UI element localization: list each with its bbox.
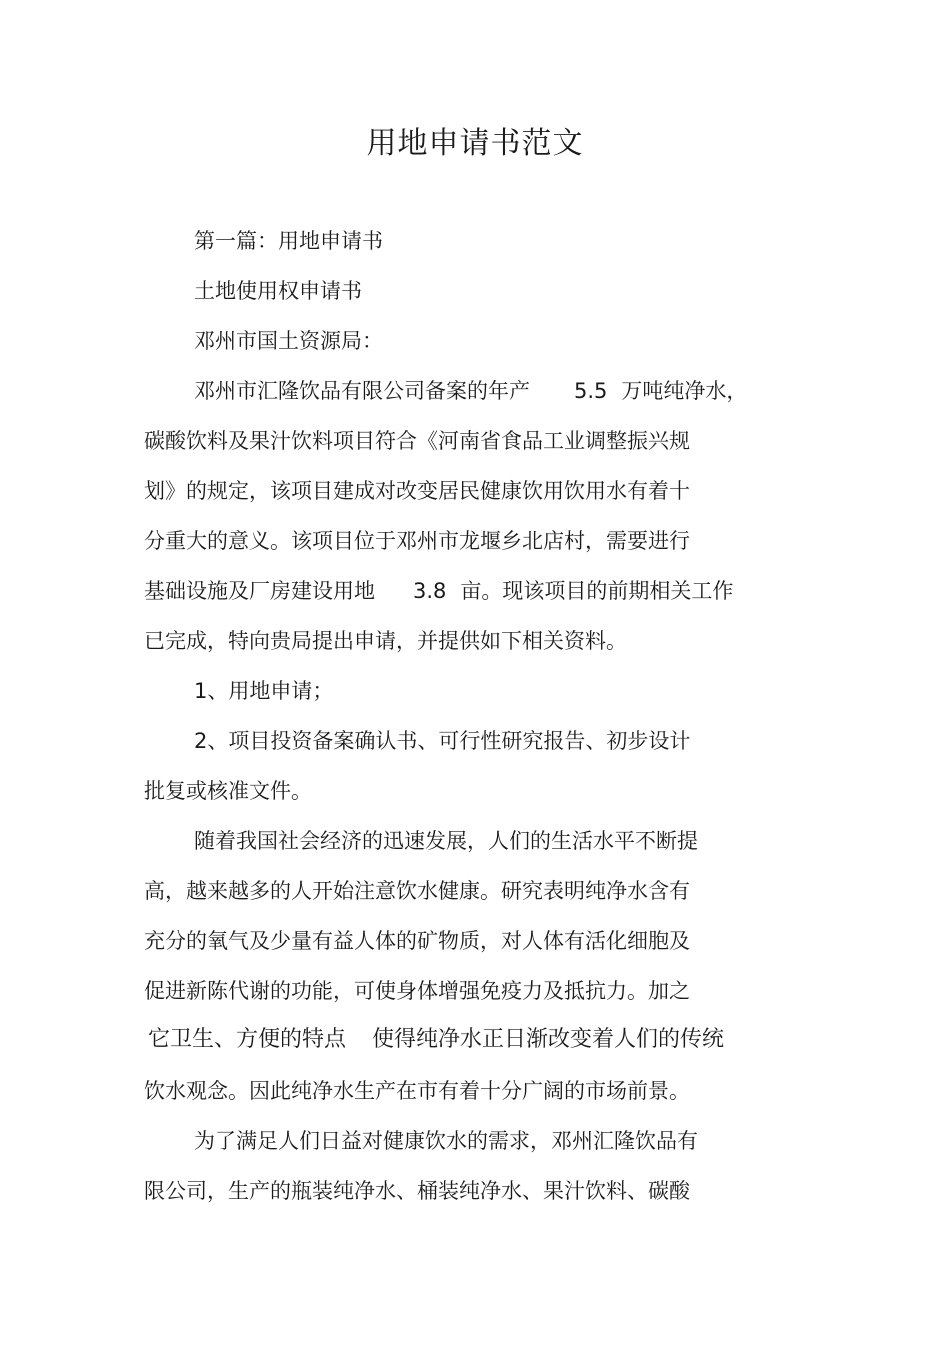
line-text: 基础设施及厂房建设用地	[144, 579, 375, 603]
paragraph-line: 饮水观念。因此纯净水生产在市有着十分广阔的市场前景。	[144, 1079, 690, 1103]
paragraph-line: 促进新陈代谢的功能，可使身体增强免疫力及抵抗力。加之	[144, 979, 690, 1003]
paragraph-line: 随着我国社会经济的迅速发展，人们的生活水平不断提	[194, 829, 698, 853]
area-number: 3.8	[413, 579, 447, 603]
paragraph-line: 限公司，生产的瓶装纯净水、桶装纯净水、果汁饮料、碳酸	[144, 1179, 690, 1203]
paragraph-line: 邓州市国土资源局：	[194, 329, 383, 353]
paragraph-line: 分重大的意义。该项目位于邓州市龙堰乡北店村，需要进行	[144, 529, 690, 553]
quantity-number: 5.5	[574, 379, 608, 403]
paragraph-line: 充分的氧气及少量有益人体的矿物质，对人体有活化细胞及	[144, 929, 690, 953]
paragraph-line: 第一篇：用地申请书	[194, 229, 383, 253]
paragraph-line: 高，越来越多的人开始注意饮水健康。研究表明纯净水含有	[144, 879, 690, 903]
line-text: 使得纯净水正日渐改变着人们的传统	[372, 1027, 725, 1052]
line-text: 邓州市汇隆饮品有限公司备案的年产	[194, 379, 530, 403]
paragraph-line: 批复或核准文件。	[144, 779, 312, 803]
document-title: 用地申请书范文	[366, 126, 584, 161]
list-item: 1、用地申请；	[194, 679, 334, 703]
paragraph-line: 土地使用权申请书	[194, 279, 362, 303]
paragraph-line: 划》的规定，该项目建成对改变居民健康饮用饮用水有着十	[144, 479, 690, 503]
paragraph-line	[144, 576, 733, 606]
line-text: 它卫生、方便的特点	[148, 1027, 347, 1052]
paragraph-line: 碳酸饮料及果汁饮料项目符合《河南省食品工业调整振兴规	[144, 429, 690, 453]
line-text: 亩。现该项目的前期相关工作	[460, 579, 734, 603]
line-text: 万吨纯净水，	[621, 379, 748, 403]
paragraph-line	[194, 376, 747, 406]
paragraph-line	[148, 1025, 724, 1055]
paragraph-line: 已完成，特向贵局提出申请，并提供如下相关资料。	[144, 629, 627, 653]
list-item: 2、项目投资备案确认书、可行性研究报告、初步设计	[194, 729, 691, 753]
paragraph-line: 为了满足人们日益对健康饮水的需求，邓州汇隆饮品有	[194, 1129, 698, 1153]
